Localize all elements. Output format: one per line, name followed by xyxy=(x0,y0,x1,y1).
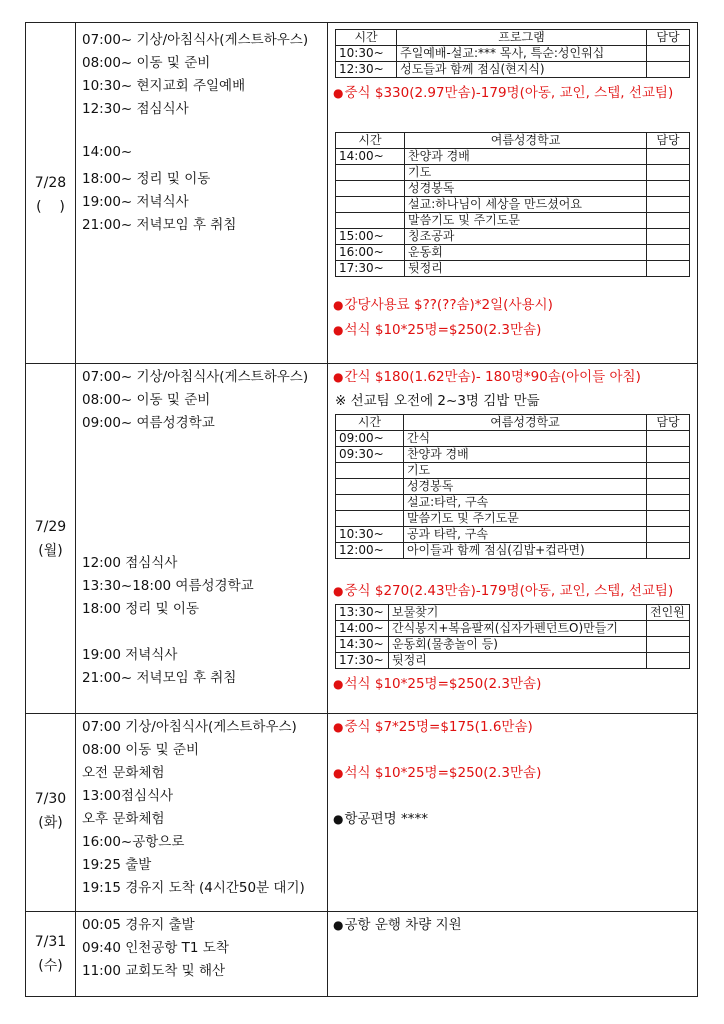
table-cell: 공과 타락, 구속 xyxy=(403,527,646,543)
hall-fee-note: ● 강당사용료 $??(??솜)*2일(사용시) xyxy=(333,293,553,313)
table-cell: 09:00~ xyxy=(336,431,404,447)
day-date-cell xyxy=(26,930,75,978)
table-row xyxy=(336,637,690,653)
table-cell: 성경봉독 xyxy=(403,479,646,495)
table-header: 담당 xyxy=(647,133,690,149)
table-cell: 운동회(물총놀이 등) xyxy=(389,637,647,653)
table-header: 시간 xyxy=(336,30,397,46)
table-row xyxy=(336,181,690,197)
table-cell xyxy=(647,213,690,229)
table-row xyxy=(336,621,690,637)
table-cell xyxy=(647,181,690,197)
row-divider xyxy=(26,713,697,714)
table-row xyxy=(336,197,690,213)
table-cell: 15:00~ xyxy=(336,229,405,245)
table-cell xyxy=(647,431,690,447)
table-cell: 성경봉독 xyxy=(405,181,647,197)
schedule-item: 12:00 점심식사 xyxy=(82,555,178,571)
dinner-note: ● 석식 $10*25명=$250(2.3만솜) xyxy=(333,761,541,781)
schedule-item: 07:00~ 기상/아침식사(게스트하우스) xyxy=(82,369,309,385)
table-cell xyxy=(336,479,404,495)
table-cell xyxy=(647,543,690,559)
table-row xyxy=(336,605,690,621)
table-cell: 16:00~ xyxy=(336,245,405,261)
day-date: 7/30 xyxy=(34,791,67,807)
table-cell xyxy=(336,511,404,527)
table-row xyxy=(336,479,690,495)
day-date: 7/29 xyxy=(34,519,67,535)
table-header: 담당 xyxy=(647,30,690,46)
afternoon-program-table xyxy=(335,604,690,669)
day-date-cell xyxy=(26,171,75,219)
schedule-item: 오후 문화체험 xyxy=(82,811,165,827)
table-cell xyxy=(647,62,690,78)
table-cell: 10:30~ xyxy=(336,46,397,62)
table-cell xyxy=(647,165,690,181)
schedule-item: 08:00~ 이동 및 준비 xyxy=(82,55,211,71)
table-cell xyxy=(336,197,405,213)
lunch-note: ● 중식 $270(2.43만솜)-179명(아동, 교인, 스텝, 선교팀) xyxy=(333,579,673,599)
schedule-item: 19:00~ 저녁식사 xyxy=(82,194,189,210)
table-cell: 12:00~ xyxy=(336,543,404,559)
table-cell: 뒷정리 xyxy=(405,261,647,277)
schedule-item: 18:00~ 정리 및 이동 xyxy=(82,171,211,187)
schedule-item: 16:00~공항으로 xyxy=(82,834,185,850)
day-weekday: ( ) xyxy=(36,199,65,215)
table-row xyxy=(336,447,690,463)
table-cell: 찬양과 경배 xyxy=(403,447,646,463)
schedule-item: 14:00~ xyxy=(82,144,133,160)
kimbap-note: ※ 선교팀 오전에 2~3명 김밥 만듦 xyxy=(335,393,540,409)
table-row xyxy=(336,245,690,261)
day-date: 7/31 xyxy=(34,934,67,950)
bible-school-table xyxy=(335,132,690,277)
table-cell xyxy=(647,511,690,527)
airport-vehicle-note: ● 공항 운행 차량 지원 xyxy=(333,913,462,933)
table-row xyxy=(336,165,690,181)
table-cell: 기도 xyxy=(405,165,647,181)
itinerary-sheet xyxy=(25,22,698,997)
table-cell: 12:30~ xyxy=(336,62,397,78)
table-cell: 17:30~ xyxy=(336,653,389,669)
table-cell: 설교:하나님이 세상을 만드셨어요 xyxy=(405,197,647,213)
schedule-item: 13:30~18:00 여름성경학교 xyxy=(82,578,254,594)
column-divider-schedule xyxy=(327,23,328,996)
table-cell xyxy=(336,463,404,479)
table-cell xyxy=(336,213,405,229)
schedule-item: 19:15 경유지 도착 (4시간50분 대기) xyxy=(82,880,305,896)
row-divider xyxy=(26,363,697,364)
schedule-item: 오전 문화체험 xyxy=(82,765,165,781)
table-cell: 기도 xyxy=(403,463,646,479)
flight-note: ● 항공편명 **** xyxy=(333,807,428,827)
table-cell: 17:30~ xyxy=(336,261,405,277)
table-cell xyxy=(336,165,405,181)
schedule-item: 08:00 이동 및 준비 xyxy=(82,742,199,758)
day-weekday: (월) xyxy=(38,543,63,559)
table-cell xyxy=(336,495,404,511)
day-date: 7/28 xyxy=(34,175,67,191)
schedule-item: 09:40 인천공항 T1 도착 xyxy=(82,940,229,956)
schedule-item: 19:00 저녁식사 xyxy=(82,647,178,663)
schedule-item: 13:00점심식사 xyxy=(82,788,174,804)
lunch-note: ● 중식 $7*25명=$175(1.6만솜) xyxy=(333,715,533,735)
schedule-item: 00:05 경유지 출발 xyxy=(82,917,195,933)
row-divider xyxy=(26,911,697,912)
table-cell xyxy=(647,245,690,261)
table-cell: 뒷정리 xyxy=(389,653,647,669)
table-row xyxy=(336,261,690,277)
table-cell: 14:00~ xyxy=(336,149,405,165)
table-cell: 말씀기도 및 주기도문 xyxy=(405,213,647,229)
day-weekday: (수) xyxy=(38,958,63,974)
table-cell: 14:30~ xyxy=(336,637,389,653)
table-header: 시간 xyxy=(336,415,404,431)
table-header: 담당 xyxy=(647,415,690,431)
table-cell xyxy=(647,621,690,637)
table-cell: 13:30~ xyxy=(336,605,389,621)
table-cell xyxy=(647,447,690,463)
schedule-item: 21:00~ 저녁모임 후 취침 xyxy=(82,670,237,686)
schedule-item: 08:00~ 이동 및 준비 xyxy=(82,392,211,408)
table-header: 여름성경학교 xyxy=(405,133,647,149)
table-cell xyxy=(647,527,690,543)
table-cell: 찬양과 경배 xyxy=(405,149,647,165)
table-row xyxy=(336,62,690,78)
table-row xyxy=(336,149,690,165)
table-cell xyxy=(647,149,690,165)
dinner-note: ● 석식 $10*25명=$250(2.3만솜) xyxy=(333,672,541,692)
table-cell: 10:30~ xyxy=(336,527,404,543)
table-header: 여름성경학교 xyxy=(403,415,646,431)
table-cell: 성도들과 함께 점심(현지식) xyxy=(397,62,647,78)
schedule-item: 07:00 기상/아침식사(게스트하우스) xyxy=(82,719,297,735)
lunch-note: ● 중식 $330(2.97만솜)-179명(아동, 교인, 스텝, 선교팀) xyxy=(333,81,673,101)
day-date-cell xyxy=(26,787,75,835)
table-row xyxy=(336,463,690,479)
table-cell: 간식 xyxy=(403,431,646,447)
schedule-item: 10:30~ 현지교회 주일예배 xyxy=(82,78,246,94)
day-date-cell xyxy=(26,515,75,563)
schedule-item: 07:00~ 기상/아침식사(게스트하우스) xyxy=(82,32,309,48)
table-row xyxy=(336,229,690,245)
table-header: 시간 xyxy=(336,133,405,149)
schedule-item: 09:00~ 여름성경학교 xyxy=(82,415,215,431)
table-cell xyxy=(647,261,690,277)
table-row xyxy=(336,543,690,559)
table-cell xyxy=(647,229,690,245)
table-cell xyxy=(647,637,690,653)
table-cell: 간식봉지+복음팔찌(십자가펜던트O)만들기 xyxy=(389,621,647,637)
schedule-item: 12:30~ 점심식사 xyxy=(82,101,189,117)
table-row xyxy=(336,46,690,62)
table-row xyxy=(336,495,690,511)
day-weekday: (화) xyxy=(38,815,63,831)
dinner-note: ● 석식 $10*25명=$250(2.3만솜) xyxy=(333,318,541,338)
column-divider-date xyxy=(75,23,76,996)
table-cell: 설교:타락, 구속 xyxy=(403,495,646,511)
table-cell xyxy=(647,495,690,511)
table-cell xyxy=(647,197,690,213)
bible-school-table xyxy=(335,414,690,559)
table-row xyxy=(336,431,690,447)
table-cell xyxy=(336,181,405,197)
table-cell: 칭조공과 xyxy=(405,229,647,245)
table-cell: 주일예배-설교:*** 목사, 특순:성인워십 xyxy=(397,46,647,62)
table-cell: 말씀기도 및 주기도문 xyxy=(403,511,646,527)
schedule-item: 18:00 정리 및 이동 xyxy=(82,601,199,617)
table-header: 프로그램 xyxy=(397,30,647,46)
table-cell: 아이들과 함께 점심(김밥+컵라면) xyxy=(403,543,646,559)
table-cell xyxy=(647,463,690,479)
table-row xyxy=(336,653,690,669)
schedule-item: 19:25 출발 xyxy=(82,857,152,873)
table-cell: 14:00~ xyxy=(336,621,389,637)
snack-note: ● 간식 $180(1.62만솜)- 180명*90솜(아이들 아침) xyxy=(333,365,641,385)
schedule-item: 21:00~ 저녁모임 후 취침 xyxy=(82,217,237,233)
table-row xyxy=(336,527,690,543)
table-cell: 09:30~ xyxy=(336,447,404,463)
schedule-item: 11:00 교회도착 및 해산 xyxy=(82,963,226,979)
table-row xyxy=(336,511,690,527)
table-cell xyxy=(647,479,690,495)
program-table xyxy=(335,29,690,78)
table-cell: 운동회 xyxy=(405,245,647,261)
table-cell: 보물찾기 xyxy=(389,605,647,621)
table-row xyxy=(336,213,690,229)
table-cell xyxy=(647,653,690,669)
table-cell: 전인원 xyxy=(647,605,690,621)
table-cell xyxy=(647,46,690,62)
